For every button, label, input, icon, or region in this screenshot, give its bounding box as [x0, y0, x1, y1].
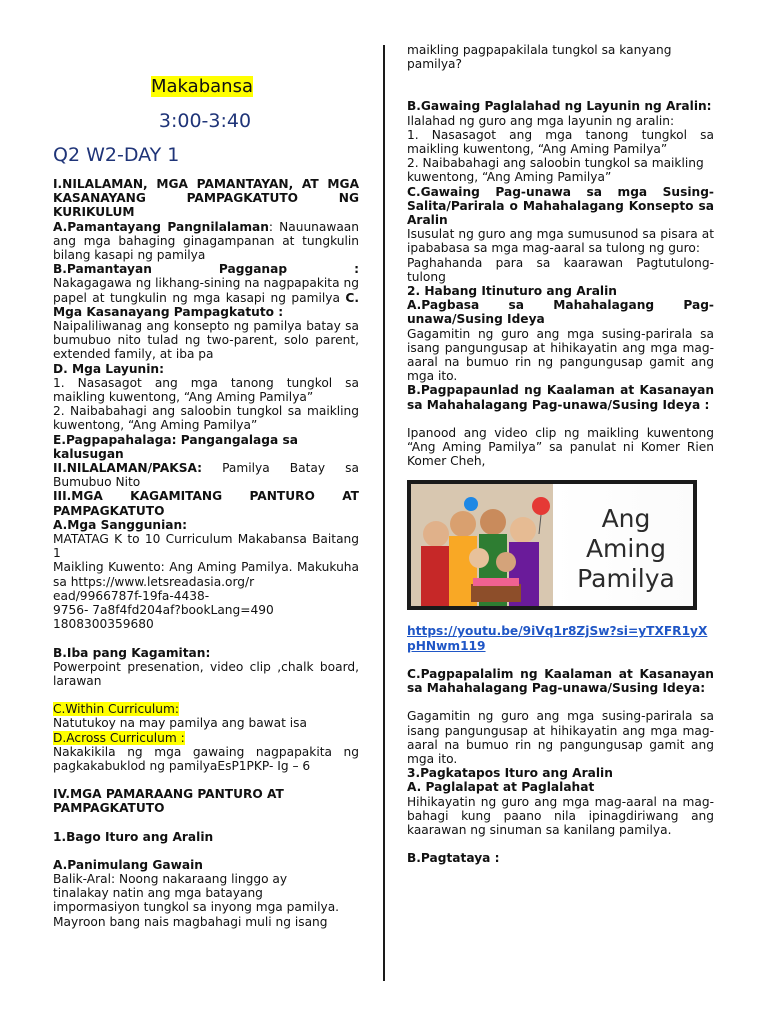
- panimula-line-2: tinalakay natin ang mga batayang: [53, 886, 263, 901]
- pagtataya-label: B.Pagtataya :: [407, 851, 500, 866]
- pag-unawa-label: C.Gawaing Pag-unawa sa mga Susing-Salita/Parirala o Mahahalagang Konsepto sa Aralin: [407, 184, 714, 228]
- paglalapat-label: A. Paglalapat at Paglalahat: [407, 780, 595, 795]
- layunin-2: 2. Naibabahagi ang saloobin tungkol sa maikling kuwentong, “Ang Aming Pamilya”: [53, 404, 359, 433]
- paglalapat-text: Hihikayatin ng guro ang mga mag-aaral na mag-bahagi kung paano nila ipinagdiriwang ang kaarawan ng sinuman sa kanilang pamilya.: [407, 794, 714, 837]
- paglalahad-1: 1. Nasasagot ang mga tanong tungkol sa maikling kuwentong, “Ang Aming Pamilya”: [407, 127, 714, 157]
- c-label: C. Mga Kasanayang Pampagkatuto :: [53, 290, 359, 319]
- family-illustration: [411, 484, 553, 606]
- panimula-line-3: impormasiyon tungkol sa inyong mga pamilya.: [53, 900, 340, 915]
- thumbnail-screen: [411, 484, 693, 606]
- sanggunian-1: MATATAG K to 10 Curriculum Makabansa Baitang 1: [53, 532, 359, 561]
- layunin-1: 1. Nasasagot ang mga tanong tungkol sa maikling kuwentong, “Ang Aming Pamilya”: [53, 375, 359, 405]
- pamantayang-pangnilalaman: [53, 220, 359, 263]
- pagbasa-label: A.Pagbasa sa Mahahalagang Pag-unawa/Susing Ideya: [407, 298, 714, 327]
- nilalaman-paksa: [53, 461, 359, 489]
- sanggunian-4: 9756- 7a8f4fd204af?bookLang=490: [53, 603, 274, 618]
- sanggunian-3: ead/9966787f-19fa-4438-: [53, 588, 210, 603]
- bago-ituro-label: 1.Bago Ituro ang Aralin: [53, 829, 214, 844]
- pag-unawa-text: Isusulat ng guro ang mga sumusunod sa pisara at ipababasa sa mga mag-aaral sa tulong ng guro:: [407, 227, 714, 256]
- within-curriculum-label: [53, 702, 359, 716]
- habang-itinuturo-label: 2. Habang Itinuturo ang Aralin: [407, 284, 617, 299]
- panimula-line-4: Mayroon bang nais magbahagi muli ng isang: [53, 914, 328, 929]
- pagpapahalaga: E.Pagpapahalaga: Pangangalaga sa kalusugan: [53, 432, 298, 461]
- sanggunian-label: A.Mga Sanggunian:: [53, 517, 188, 532]
- paglalahad-2b: kuwentong, “Ang Aming Pamilya”: [407, 170, 612, 185]
- pagpapaunlad-label: B.Pagpapaunlad ng Kaalaman at Kasanayan sa Mahahalagang Pag-unawa/Susing Ideya :: [407, 383, 714, 412]
- thumb-line-1: Ang: [601, 504, 651, 534]
- across-curriculum-label: [53, 731, 359, 745]
- kasanayang-text: Naipaliliwanag ang konsepto ng pamilya batay sa bumubuo nito tulad ng two-parent, solo parent, extended family, at iba pa: [53, 319, 359, 362]
- within-curriculum-text: Natutukoy na may pamilya ang bawat isa: [53, 716, 307, 731]
- thumb-line-3: Pamilya: [577, 564, 675, 594]
- across-label: D.Across Curriculum :: [53, 730, 185, 745]
- subject-title: [45, 75, 359, 99]
- panimula-continued: maikling pagpapakilala tungkol sa kanyang pamilya?: [407, 43, 672, 72]
- iba-label: B.Iba pang Kagamitan:: [53, 645, 211, 660]
- paglalahad-text: Ilalahad ng guro ang mga layunin ng aralin:: [407, 113, 675, 128]
- panimula-line-1: Balik-Aral: Noong nakaraang linggo ay: [53, 871, 288, 886]
- sanggunian-5: 1808300359680: [53, 617, 154, 632]
- section-1-title: I.NILALAMAN, MGA PAMANTAYAN, AT MGA KASANAYANG PAMPAGKATUTO NG KURIKULUM: [53, 177, 359, 220]
- sanggunian-2: Maikling Kuwento: Ang Aming Pamilya. Makukuha sa https://www.letsreadasia.org/r: [53, 560, 359, 589]
- youtube-link[interactable]: https://youtu.be/9iVq1r8ZjSw?si=yTXFR1yXpHNwm119: [407, 624, 708, 653]
- video-thumbnail[interactable]: [407, 480, 697, 610]
- section-4-title: IV.MGA PAMARAANG PANTURO AT PAMPAGKATUTO: [53, 787, 284, 816]
- pagpapalalim-label: C.Pagpapalalim ng Kaalaman at Kasanayan sa Mahahalagang Pag-unawa/Susing Ideya:: [407, 666, 714, 696]
- colon: :: [268, 219, 274, 234]
- within-label: C.Within Curriculum:: [53, 702, 179, 717]
- panimulang-gawain-label: A.Panimulang Gawain: [53, 857, 203, 872]
- layunin-label: D. Mga Layunin:: [53, 361, 164, 376]
- subject-text: Makabansa: [151, 76, 253, 97]
- paglalahad-2a: 2. Naibabahagi ang saloobin tungkol sa maikling: [407, 156, 704, 171]
- day-title: Q2 W2-DAY 1: [53, 144, 180, 166]
- time-title: 3:00-3:40: [158, 110, 252, 132]
- left-column: [53, 0, 359, 929]
- pagbasa-text: Gagamitin ng guro ang mga susing-parirala sa isang pangungusap at hihikayatin ang mga mag-aaral na bumuo rin ng pangungusap gamit ang mga ito.: [407, 326, 714, 384]
- section-3-title: III.MGA KAGAMITANG PANTURO AT PAMPAGKATUTO: [53, 489, 359, 518]
- label: B.Pamantayan Pagganap :: [53, 262, 359, 277]
- pag-unawa-text-2: Paghahanda para sa kaarawan Pagtutulong-tulong: [407, 255, 714, 284]
- thumbnail-title: [561, 504, 691, 594]
- iba-text: Powerpoint presenation, video clip ,chalk board, larawan: [53, 659, 359, 688]
- text: Nakagagawa ng likhang-sining na nagpapakita ng papel at tungkulin ng mga kasapi ng pamilya: [53, 276, 359, 305]
- text: Pamilya Batay sa Bumubuo Nito: [53, 461, 359, 490]
- paglalahad-label: B.Gawaing Paglalahad ng Layunin ng Aralin:: [407, 99, 712, 114]
- right-column: [407, 0, 714, 865]
- label: II.NILALAMAN/PAKSA:: [53, 461, 203, 476]
- text: Nauunawaan ang mga bahaging ginagampanan at tungkulin bilang kasapi ng pamilya: [53, 219, 359, 263]
- pagkatapos-label: 3.Pagkatapos Ituro ang Aralin: [407, 766, 613, 781]
- column-divider: [383, 45, 385, 981]
- pagpapalalim-text: Gagamitin ng guro ang mga susing-parirala sa isang pangungusap at hihikayatin ang mga mag-aaral na bumuo rin ng pangungusap gamit ang mga ito.: [407, 709, 714, 766]
- thumb-line-2: Aming: [585, 534, 667, 564]
- pamantayan-pagganap: [53, 262, 359, 319]
- across-curriculum-text: Nakakikila ng mga gawaing nagpapakita ng pagkakabuklod ng pamilyaEsP1PKP- Ig – 6: [53, 744, 359, 773]
- video-instruction: Ipanood ang video clip ng maikling kuwentong “Ang Aming Pamilya” sa panulat ni Komer Rien Komer Cheh,: [407, 425, 714, 469]
- label: A.Pamantayang Pangnilalaman: [53, 219, 269, 234]
